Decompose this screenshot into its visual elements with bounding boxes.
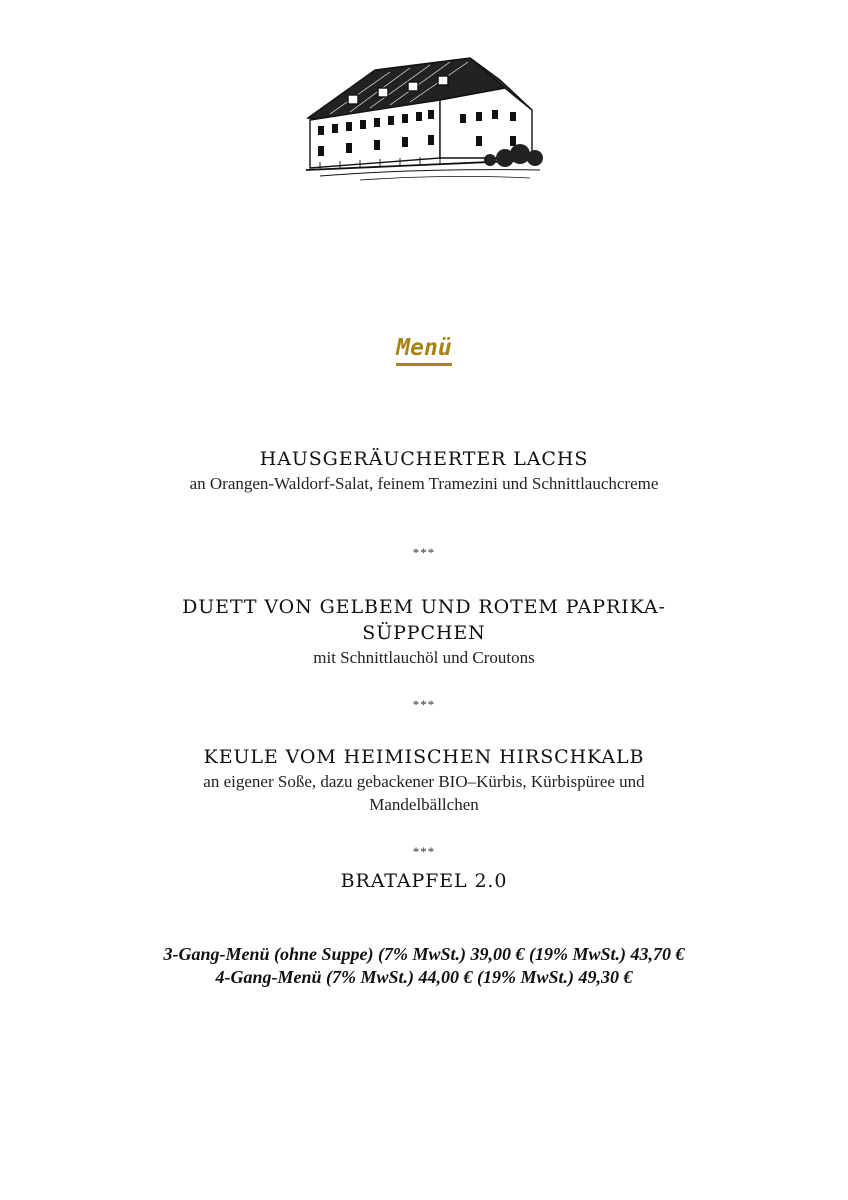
separator: ***	[412, 545, 436, 560]
course-name-line-1: DUETT VON GELBEM UND ROTEM PAPRIKA-	[182, 596, 666, 618]
course-name-line-2: SÜPPCHEN	[362, 622, 486, 644]
course-description: mit Schnittlauchöl und Croutons	[313, 648, 535, 667]
course-description-line-2: Mandelbällchen	[369, 795, 479, 814]
course-description-line-1: an eigener Soße, dazu gebackener BIO–Kürbis, Kürbispüree und	[203, 772, 645, 791]
menu-title	[0, 334, 848, 366]
inn-building-drawing-icon	[300, 40, 550, 185]
course-name: HAUSGERÄUCHERTER LACHS	[259, 448, 589, 470]
price-4-course: 4-Gang-Menü (7% MwSt.) 44,00 € (19% MwSt.) 49,30 €	[215, 967, 633, 987]
menu-title-text: Menü	[396, 334, 451, 366]
separator: ***	[412, 697, 436, 712]
price-list	[0, 943, 848, 989]
separator: ***	[412, 844, 436, 859]
course-1	[0, 446, 848, 495]
price-3-course: 3-Gang-Menü (ohne Suppe) (7% MwSt.) 39,00 € (19% MwSt.) 43,70 €	[163, 944, 685, 964]
course-name: BRATAPFEL 2.0	[340, 870, 508, 892]
course-name: KEULE VOM HEIMISCHEN HIRSCHKALB	[203, 746, 645, 768]
course-3	[0, 744, 848, 816]
course-2	[0, 594, 848, 669]
course-description: an Orangen-Waldorf-Salat, feinem Tramezini und Schnittlauchcreme	[189, 474, 659, 493]
course-4	[0, 868, 848, 894]
